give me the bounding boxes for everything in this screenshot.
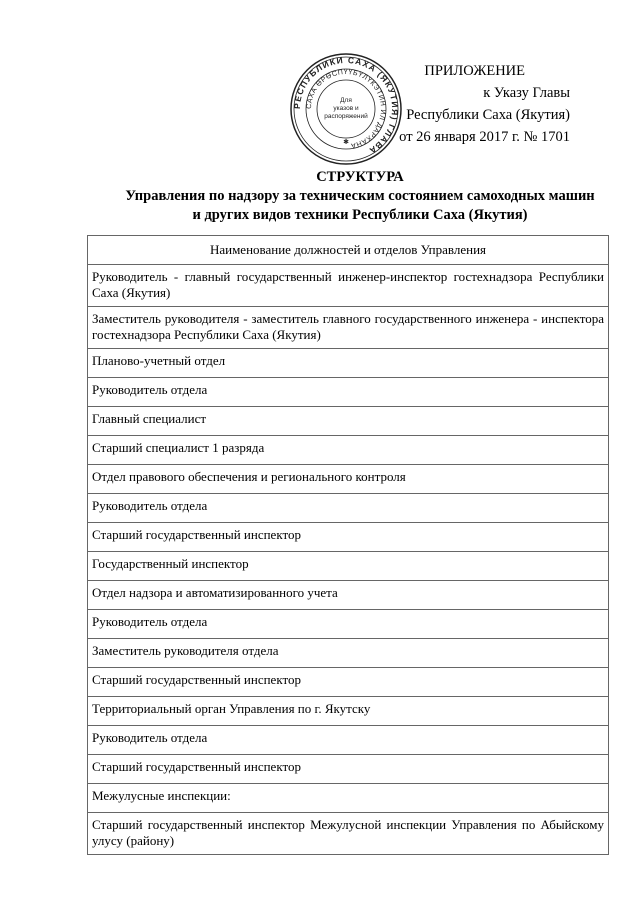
title-heading: СТРУКТУРА xyxy=(316,169,404,185)
table-cell: Руководитель отдела xyxy=(88,494,609,523)
table-cell: Старший государственный инспектор xyxy=(88,523,609,552)
title-line-2: и других видов техники Республики Саха (Якутия) xyxy=(192,207,528,223)
appendix-line-1: к Указу Главы xyxy=(483,85,570,101)
structure-table xyxy=(87,235,609,855)
appendix-label: ПРИЛОЖЕНИЕ xyxy=(424,63,525,79)
table-cell: Государственный инспектор xyxy=(88,552,609,581)
table-header: Наименование должностей и отделов Управления xyxy=(88,236,609,265)
table-row xyxy=(88,378,609,407)
seal-center-line-1: Для xyxy=(340,97,352,104)
table-row xyxy=(88,610,609,639)
table-cell: Старший специалист 1 разряда xyxy=(88,436,609,465)
table-cell: Межулусные инспекции: xyxy=(88,784,609,813)
title-line-1: Управления по надзору за техническим состоянием самоходных машин xyxy=(125,188,595,204)
table-row xyxy=(88,307,609,349)
seal-star-icon: ✱ xyxy=(343,138,349,146)
table-row xyxy=(88,523,609,552)
seal-outer-text: РЕСПУБЛИКИ САХА (ЯКУТИЯ) ГЛАВА xyxy=(291,54,401,157)
appendix-line-3: от 26 января 2017 г. № 1701 xyxy=(399,129,570,145)
seal-center-line-3: распоряжений xyxy=(324,113,368,120)
table-cell: Руководитель отдела xyxy=(88,726,609,755)
table-cell: Территориальный орган Управления по г. Якутску xyxy=(88,697,609,726)
appendix-note xyxy=(380,60,570,148)
table-row xyxy=(88,265,609,307)
table-cell: Старший государственный инспектор xyxy=(88,755,609,784)
table-cell: Руководитель - главный государственный инженер-инспектор гостехнадзора Республики Саха (Якутия) xyxy=(88,265,609,307)
table-row xyxy=(88,726,609,755)
table-row xyxy=(88,668,609,697)
table-cell: Отдел надзора и автоматизированного учета xyxy=(88,581,609,610)
table-cell: Старший государственный инспектор xyxy=(88,668,609,697)
seal-inner-text: САХА ӨРӨСПҮҮБҮЛҮКЭТИН ИЛ ДАРХАНА xyxy=(305,68,387,149)
table-row xyxy=(88,494,609,523)
table-row xyxy=(88,552,609,581)
table-cell: Планово-учетный отдел xyxy=(88,349,609,378)
table-row xyxy=(88,813,609,855)
table-cell: Отдел правового обеспечения и регионального контроля xyxy=(88,465,609,494)
table-row xyxy=(88,784,609,813)
table-cell: Заместитель руководителя отдела xyxy=(88,639,609,668)
table-row xyxy=(88,436,609,465)
appendix-line-2: Республики Саха (Якутия) xyxy=(406,107,570,123)
table-row xyxy=(88,465,609,494)
table-row xyxy=(88,697,609,726)
table-cell: Старший государственный инспектор Межулусной инспекции Управления по Абыйскому улусу (району) xyxy=(88,813,609,855)
seal-center-line-2: указов и xyxy=(333,105,359,112)
table-cell: Заместитель руководителя - заместитель главного государственного инженера - инспектора гостехнадзора Республики Саха (Якутия) xyxy=(88,307,609,349)
table-row xyxy=(88,407,609,436)
table-cell: Руководитель отдела xyxy=(88,610,609,639)
table-row xyxy=(88,755,609,784)
table-header-row xyxy=(88,236,609,265)
table-row xyxy=(88,639,609,668)
table-row xyxy=(88,581,609,610)
table-row xyxy=(88,349,609,378)
table-cell: Главный специалист xyxy=(88,407,609,436)
table-cell: Руководитель отдела xyxy=(88,378,609,407)
document-title xyxy=(60,168,640,225)
